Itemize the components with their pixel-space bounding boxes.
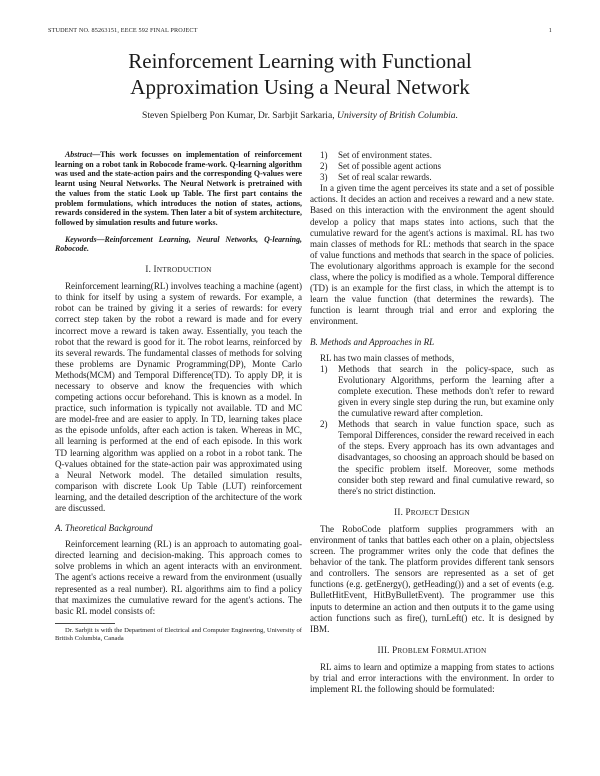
- list-item: [310, 172, 554, 183]
- methods-list: [310, 364, 554, 497]
- keywords: [55, 235, 302, 254]
- section-initial: P: [392, 644, 398, 655]
- list-text: Set of environment states.: [338, 150, 432, 160]
- section-rest: NTRODUCTION: [156, 265, 212, 275]
- abstract-text: —This work focusses on implementation of reinforcement learning on a robot tank in Robocode frame-work. Q-learning algorithm was used and the state-action pairs and the corresponding Q-values were learnt using Neural Networks. The Neural Network is pretrained with the values from the static Look up Table. The first part contains the problem formulations, which introduces the notion of states, actions, rewards considered in the system. Then later a bit of system architecture, followed by simulation results and future works.: [55, 150, 302, 227]
- section-rest: ROJECT: [410, 507, 441, 517]
- section-initial: F: [430, 644, 437, 655]
- footnote: Dr. Sarbjit is with the Department of Electrical and Computer Engineering, University of British Columbia, Canada: [55, 626, 302, 642]
- list-text: Methods that search in the policy-space, such as Evolutionary Algorithms, perform the learning after a complete execution. These methods don't refer to reward given in every single step during the run, but examine only the cumulative reward after completion.: [338, 363, 554, 419]
- section-numeral: I.: [145, 264, 152, 275]
- list-item: [310, 364, 554, 419]
- paper-title: [48, 48, 552, 100]
- list-text: Set of possible agent actions: [338, 161, 442, 172]
- problem-paragraph: RL aims to learn and optimize a mapping from states to actions by trial and error interactions with the environment. In order to implement RL the following should be formulated:: [310, 661, 554, 695]
- list-number: 3): [320, 172, 328, 183]
- authors: [48, 110, 552, 121]
- list-item: [310, 419, 554, 497]
- author-names: Steven Spielberg Pon Kumar, Dr. Sarbjit Sarkaria,: [141, 110, 335, 121]
- keywords-label: Keywords: [65, 234, 97, 244]
- theoretical-paragraph: Reinforcement learning (RL) is an approach to automating goal-directed learning and decision-making. This approach comes to solve problems in which an agent interacts with an environment. The agent's actions receive a reward from the environment (usually represented as a real number). RL algorithms aim to find a policy that maximizes the cumulative reward for the agent's actions. The basic RL model consists of:: [55, 539, 302, 616]
- section-numeral: II.: [394, 506, 404, 517]
- section-rest: ROBLEM: [397, 645, 431, 655]
- section-initial: D: [440, 506, 448, 517]
- title-line-2: Approximation Using a Neural Network: [130, 75, 470, 99]
- section-initial: I: [153, 264, 157, 275]
- page-number: 1: [548, 27, 552, 34]
- section-rest: ESIGN: [447, 507, 470, 517]
- section-heading-introduction: [55, 264, 302, 275]
- list-number: 1): [320, 150, 328, 160]
- intro-paragraph: Reinforcement learning(RL) involves teaching a machine (agent) to think for itself by using a system of rewards. For example, a robot can be trained by giving it a series of rewards: for every correct step taken by the robot a reward is made and for every incorrect move a reward is taken away. Essentially, you teach the robot that the reward is good for it. The robot learns, reinforced by its several rewards. The fundamental classes of methods for solving these problems are Dynamic Programming(DP), Monte Carlo Methods(MCM) and Temporal Difference(TD). To apply DP, it is necessary to observe and know the frequencies with which competing actions occur beforehand. This is known as a model. In practice, such information is typically not available. TD and MC are model-free and are easier to apply. In TD, learning takes place as the episode unfolds, after each action is taken. Whereas in MC, all learning is performed at the end of each episode. In this work TD learning algorithm was applied on a robot in a robot tank. The Q-values obtained for the state-action pair was approximated using a Neural Network model. The detailed simulation results, comparison with discrete Look Up Table (LUT) reinforcement learning, and the detailed description of the architecture of the work are discussed.: [55, 281, 302, 513]
- right-column: [310, 150, 554, 695]
- subsection-heading-theoretical: A. Theoretical Background: [55, 523, 153, 534]
- list-item: [310, 150, 554, 161]
- title-line-1: Reinforcement Learning with Functional: [128, 49, 472, 73]
- subsection-heading-methods: B. Methods and Approaches in RL: [310, 336, 435, 347]
- keywords-text: —Reinforcement Learning, Neural Networks, Q-learning, Robocode.: [55, 234, 302, 254]
- list-number: 2): [320, 419, 328, 430]
- list-text: Methods that search in value function space, such as Temporal Differences, consider the reward received in each of the steps. Every approach has its own advantages and disadvantages, so choosing an approach should be based on the specific problem itself. Moreover, some methods consider both step reward and final cumulative reward, so there's no strict distinction.: [338, 419, 554, 496]
- project-paragraph: The RoboCode platform supplies programmers with an environment of tanks that battles each other on a plain, objectsless screen. The programmer writes only the code that defines the behavior of the tank. The platform provides different tank sensors and controllers. The sensors are represented as a set of get functions (e.g. getEnergy(), getHeading()) and a set of events (e.g. BulletHitEvent, HitByBulletEvent). The programmer use this inputs to determine an action and then outputs it to the game using action functions such as fire(), turnLeft() etc. It is designed by IBM.: [310, 523, 554, 634]
- list-text: Set of real scalar rewards.: [338, 172, 432, 183]
- affiliation: University of British Columbia.: [337, 110, 459, 121]
- list-number: 2): [320, 161, 328, 172]
- left-column: [55, 150, 302, 643]
- section-rest: ORMULATION: [436, 645, 487, 655]
- model-list: [310, 150, 554, 183]
- methods-intro: RL has two main classes of methods,: [320, 352, 455, 363]
- header-left: STUDENT NO. 85263151, EECE 592 FINAL PROJECT: [48, 27, 198, 34]
- footnote-rule: [55, 623, 115, 624]
- abstract-label: Abstract: [65, 150, 93, 159]
- list-number: 1): [320, 363, 328, 374]
- abstract: [55, 150, 302, 228]
- section-heading-project-design: [310, 507, 554, 518]
- agent-paragraph: In a given time the agent perceives its state and a set of possible actions. It decides an action and receives a reward and a new state. Based on this interaction with the environment the agent should develop a policy that maps states into actions, such that the cumulative reward for the agent's actions is maximal. RL has two main classes of methods for RL: methods that search in the space of value functions and methods that search in the space of policies. The evolutionary algorithms approach is example for the second class, where the policy is modified as a whole. Temporal difference (TD) is an example for the first class, in which the attempt is to learn the value function (that determines the rewards). The function is learnt through trial and error and exploring the environment.: [310, 183, 554, 327]
- section-heading-problem-formulation: [310, 645, 554, 656]
- section-initial: P: [405, 506, 411, 517]
- list-item: [310, 161, 554, 172]
- section-numeral: III.: [377, 644, 390, 655]
- running-header: [48, 27, 552, 37]
